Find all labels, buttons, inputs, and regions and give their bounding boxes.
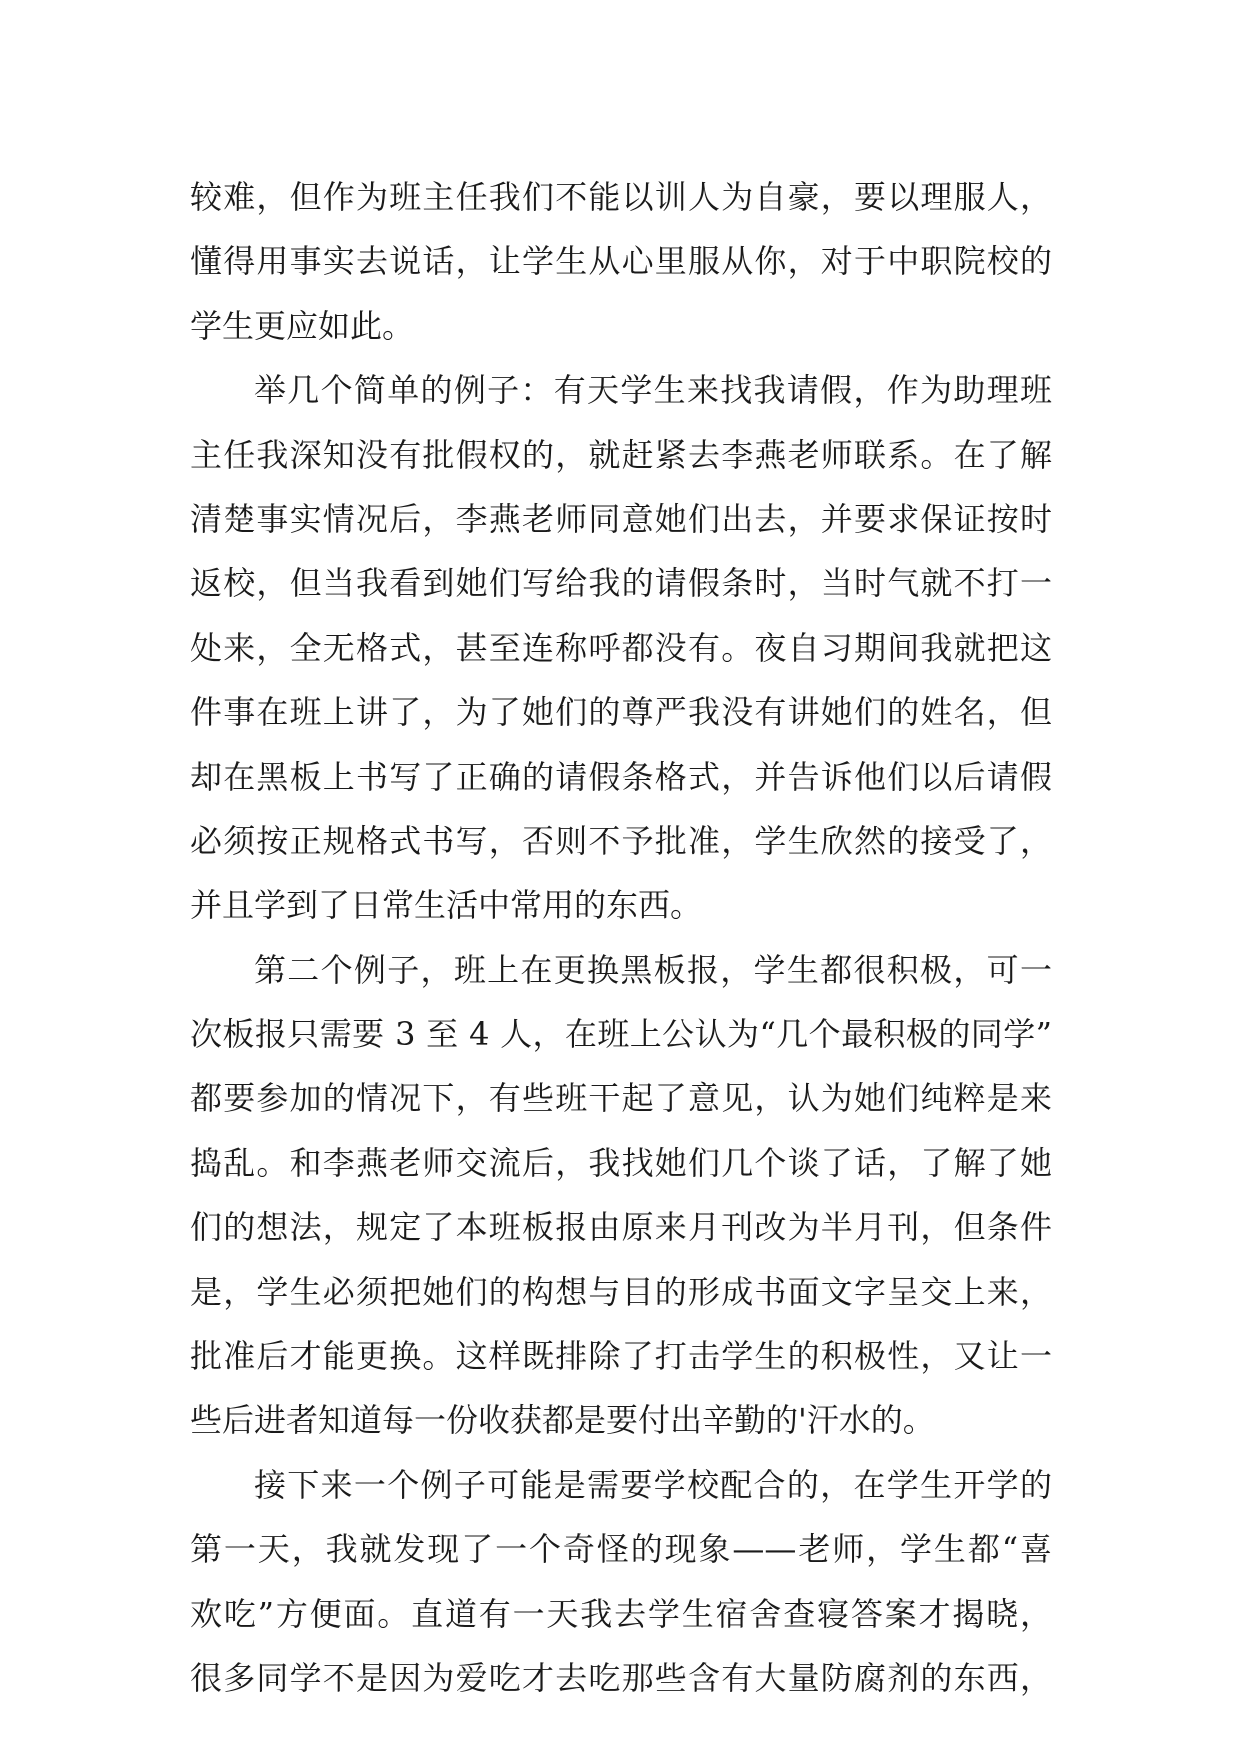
text-line: 捣乱。和李燕老师交流后，我找她们几个谈了话，了解了她 (190, 1143, 1052, 1182)
text-line: 并且学到了日常生活中常用的东西。 (190, 886, 703, 925)
text-line: 懂得用事实去说话，让学生从心里服从你，对于中职院校的 (190, 242, 1052, 281)
text-line: 件事在班上讲了，为了她们的尊严我没有讲她们的姓名，但 (190, 693, 1052, 732)
text-line: 很多同学不是因为爱吃才去吃那些含有大量防腐剂的东西， (190, 1658, 1052, 1697)
text-line: 次板报只需要 3 至 4 人，在班上公认为“几个最积极的同学” (190, 1015, 1052, 1054)
paragraph (190, 358, 1052, 938)
text-line: 主任我深知没有批假权的，就赶紧去李燕老师联系。在了解 (190, 435, 1052, 474)
text-line: 清楚事实情况后，李燕老师同意她们出去，并要求保证按时 (190, 499, 1052, 538)
text-line: 举几个简单的例子：有天学生来找我请假，作为助理班 (254, 371, 1052, 410)
paragraph (190, 1453, 1052, 1711)
paragraph (190, 165, 1052, 358)
text-line: 学生更应如此。 (190, 306, 415, 345)
text-line: 们的想法，规定了本班板报由原来月刊改为半月刊，但条件 (190, 1208, 1052, 1247)
text-line: 返校，但当我看到她们写给我的请假条时，当时气就不打一 (190, 564, 1052, 603)
text-line: 必须按正规格式书写，否则不予批准，学生欣然的接受了， (190, 821, 1052, 860)
text-line: 欢吃”方便面。直道有一天我去学生宿舍查寝答案才揭晓， (190, 1594, 1052, 1633)
text-line: 是，学生必须把她们的构想与目的形成书面文字呈交上来， (190, 1272, 1052, 1311)
text-line: 批准后才能更换。这样既排除了打击学生的积极性，又让一 (190, 1337, 1052, 1376)
text-line: 处来，全无格式，甚至连称呼都没有。夜自习期间我就把这 (190, 628, 1052, 667)
paragraph (190, 938, 1052, 1453)
document-body (190, 165, 1052, 1710)
text-line: 第二个例子，班上在更换黑板报，学生都很积极，可一 (254, 950, 1052, 989)
text-line: 都要参加的情况下，有些班干起了意见，认为她们纯粹是来 (190, 1079, 1052, 1118)
text-line: 较难，但作为班主任我们不能以训人为自豪，要以理服人， (190, 178, 1052, 216)
text-line: 接下来一个例子可能是需要学校配合的，在学生开学的 (254, 1465, 1052, 1504)
text-line: 些后进者知道每一份收获都是要付出辛勤的'汗水的。 (190, 1401, 935, 1440)
text-line: 第一天，我就发现了一个奇怪的现象——老师，学生都“喜 (190, 1530, 1052, 1569)
text-line: 却在黑板上书写了正确的请假条格式，并告诉他们以后请假 (190, 757, 1052, 796)
